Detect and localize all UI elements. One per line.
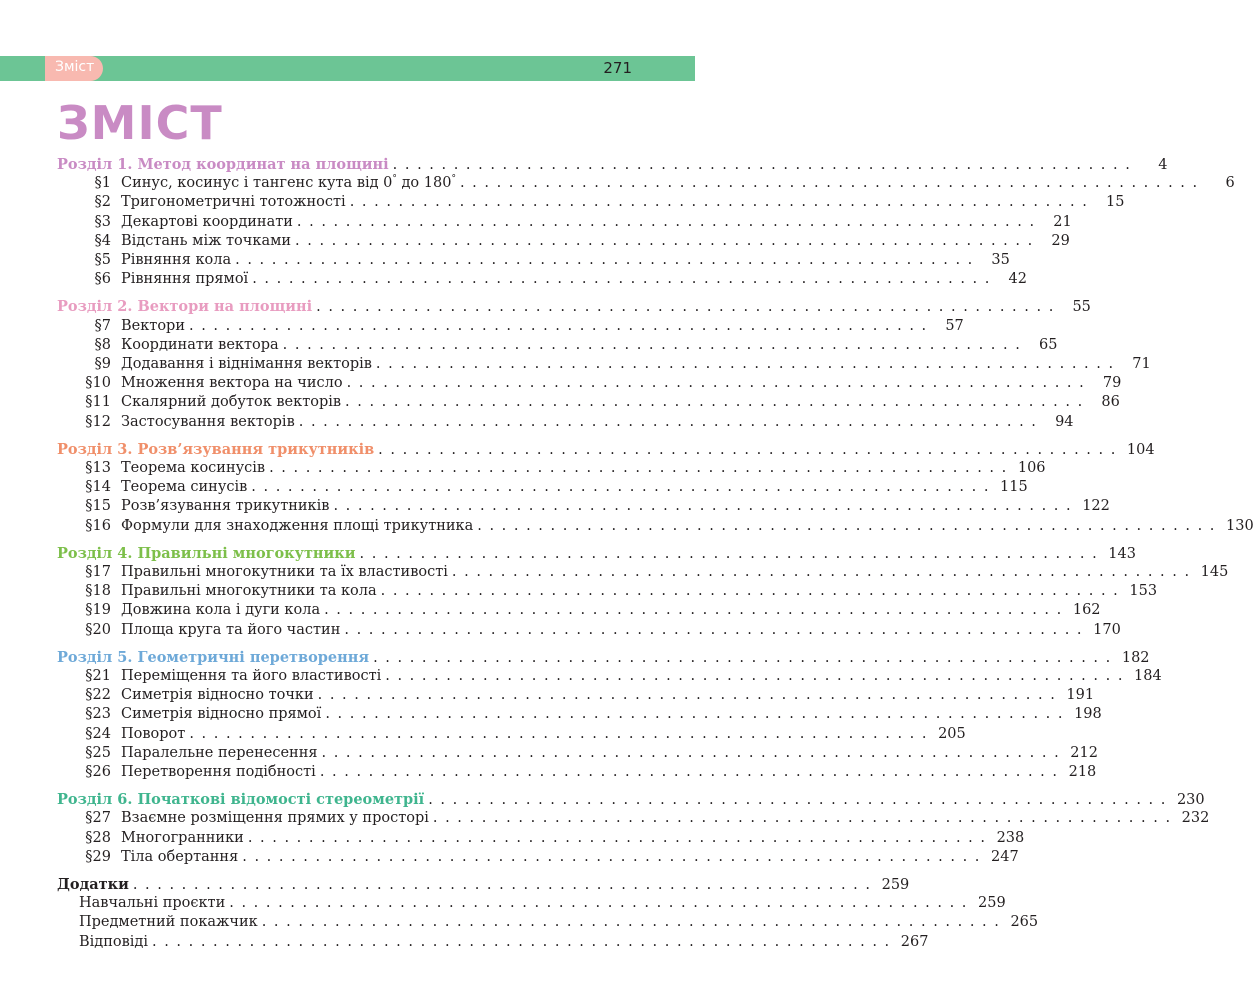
section-entry bbox=[57, 790, 1205, 809]
dot-leader: ............................................................. bbox=[477, 517, 1223, 534]
toc-entry bbox=[57, 270, 1027, 289]
dot-leader: ............................................................. bbox=[319, 764, 1065, 780]
toc-entry bbox=[57, 686, 1095, 705]
dot-leader: ............................................................. bbox=[151, 933, 897, 950]
entry-page: 115 bbox=[1000, 479, 1028, 496]
entry-number: §20 bbox=[85, 621, 111, 638]
toc-entry bbox=[57, 336, 1058, 355]
dot-leader: ............................................................. bbox=[344, 621, 1090, 638]
toc-entry bbox=[57, 563, 1229, 582]
entry-number: §29 bbox=[85, 848, 111, 865]
entry-page: 143 bbox=[1108, 545, 1136, 562]
entry-title: Предметний покажчик bbox=[79, 914, 258, 931]
entry-page: 238 bbox=[996, 829, 1025, 846]
toc-entry bbox=[57, 251, 1010, 270]
dot-leader: ............................................................. bbox=[359, 545, 1105, 562]
toc-entry bbox=[57, 725, 966, 744]
entry-title: Формули для знаходження площі трикутника bbox=[121, 517, 474, 534]
toc-entry bbox=[57, 174, 1235, 193]
entry-number: §2 bbox=[94, 194, 111, 211]
dot-leader: ............................................................. bbox=[324, 602, 1069, 619]
entry-page: 184 bbox=[1134, 668, 1162, 684]
entry-page: 122 bbox=[1082, 498, 1110, 515]
toc-entry bbox=[57, 848, 1019, 867]
dot-leader: ............................................................. bbox=[295, 232, 1040, 249]
entry-title: Синус, косинус і тангенс кута від 0° до 180° bbox=[121, 174, 456, 192]
dot-leader: ............................................................. bbox=[235, 252, 980, 268]
section-entry bbox=[57, 440, 1155, 459]
entry-page: 259 bbox=[978, 895, 1006, 912]
dot-leader: ............................................................. bbox=[189, 317, 934, 334]
dot-leader: ............................................................. bbox=[451, 564, 1197, 580]
dot-leader: ............................................................. bbox=[269, 460, 1014, 476]
entry-title: Розв’язування трикутників bbox=[121, 498, 330, 515]
section-entry bbox=[57, 544, 1136, 563]
entry-number: §28 bbox=[85, 829, 111, 846]
entry-number: §11 bbox=[85, 394, 111, 411]
toc-entry bbox=[57, 667, 1162, 686]
entry-number: §21 bbox=[85, 668, 111, 684]
section-entry bbox=[57, 648, 1150, 667]
toc-entry bbox=[57, 705, 1102, 724]
toc-entry bbox=[57, 582, 1158, 601]
toc-entry bbox=[57, 213, 1072, 232]
section-entry bbox=[57, 155, 1168, 174]
dot-leader: ............................................................. bbox=[385, 668, 1131, 684]
entry-number: §7 bbox=[94, 317, 111, 334]
entry-title: Довжина кола і дуги кола bbox=[121, 602, 321, 619]
dot-leader: ............................................................. bbox=[298, 413, 1044, 430]
toc-entry bbox=[57, 497, 1110, 516]
entry-number: §24 bbox=[85, 725, 111, 742]
entry-page: 232 bbox=[1181, 810, 1210, 827]
entry-page: 130 bbox=[1226, 517, 1254, 534]
entry-title: Теорема косинусів bbox=[121, 460, 266, 476]
entry-page: 65 bbox=[1038, 336, 1058, 353]
entry-number: §14 bbox=[85, 479, 111, 496]
entry-number: §1 bbox=[94, 175, 111, 192]
entry-page: 94 bbox=[1055, 413, 1074, 430]
entry-title: Тригонометричні тотожності bbox=[121, 194, 346, 211]
entry-page: 57 bbox=[945, 317, 964, 334]
dot-leader: ............................................................. bbox=[242, 848, 988, 865]
entry-page: 191 bbox=[1066, 687, 1095, 704]
entry-page: 170 bbox=[1093, 621, 1121, 638]
entry-page: 212 bbox=[1070, 744, 1098, 761]
entry-title: Поворот bbox=[121, 725, 186, 742]
entry-page: 205 bbox=[938, 725, 966, 742]
dot-leader: ............................................................. bbox=[325, 706, 1071, 723]
toc-entry bbox=[57, 232, 1070, 251]
toc-entry bbox=[57, 601, 1101, 620]
toc-entry bbox=[57, 894, 1006, 913]
toc-entry bbox=[57, 393, 1120, 412]
entry-page: 35 bbox=[991, 252, 1010, 268]
entry-title: Відповіді bbox=[79, 933, 148, 950]
toc-entry bbox=[57, 459, 1046, 478]
dot-leader: ............................................................. bbox=[229, 895, 975, 912]
entry-title: Переміщення та його властивості bbox=[121, 668, 382, 684]
entry-page: 29 bbox=[1051, 232, 1070, 249]
entry-number: §15 bbox=[85, 498, 111, 515]
entry-number: §22 bbox=[85, 687, 111, 704]
entry-title: Навчальні проєкти bbox=[79, 895, 226, 912]
toc-entry bbox=[57, 744, 1098, 763]
toc-entry bbox=[57, 193, 1125, 212]
dot-leader: ............................................................. bbox=[282, 336, 1028, 353]
entry-title: Рівняння прямої bbox=[121, 271, 249, 288]
entry-page: 79 bbox=[1102, 375, 1122, 392]
dot-leader: ............................................................. bbox=[349, 194, 1095, 211]
header-label: Зміст bbox=[55, 59, 95, 75]
entry-title: Вектори bbox=[121, 317, 185, 334]
entry-title: Многогранники bbox=[121, 829, 244, 846]
dot-leader: ............................................................. bbox=[428, 792, 1173, 809]
dot-leader: ............................................................. bbox=[345, 394, 1090, 411]
entry-title: Перетворення подібності bbox=[121, 764, 316, 780]
entry-title: Паралельне перенесення bbox=[121, 744, 318, 761]
entry-page: 259 bbox=[881, 877, 910, 893]
entry-title: Відстань між точками bbox=[121, 232, 292, 249]
entry-number: §25 bbox=[85, 744, 111, 761]
entry-page: 247 bbox=[991, 848, 1019, 865]
entry-title: Тіла обертання bbox=[121, 848, 239, 865]
entry-title: Розділ 6. Початкові відомості стереометрії bbox=[57, 791, 425, 809]
entry-page: 6 bbox=[1225, 175, 1235, 192]
dot-leader: ............................................................. bbox=[189, 725, 935, 742]
entry-title: Координати вектора bbox=[121, 336, 279, 353]
entry-page: 55 bbox=[1072, 299, 1091, 316]
entry-page: 86 bbox=[1101, 394, 1120, 411]
section-entry bbox=[57, 297, 1091, 316]
toc-entry bbox=[57, 355, 1151, 374]
entry-page: 153 bbox=[1129, 583, 1158, 600]
entry-number: §18 bbox=[85, 583, 111, 600]
toc-entry bbox=[57, 933, 929, 952]
entry-page: 71 bbox=[1132, 356, 1151, 372]
entry-number: §10 bbox=[85, 375, 111, 392]
entry-page: 182 bbox=[1121, 649, 1150, 666]
entry-number: §9 bbox=[94, 356, 111, 372]
entry-title: Застосування векторів bbox=[121, 413, 295, 430]
dot-leader: ............................................................. bbox=[251, 479, 997, 496]
dot-leader: ............................................................. bbox=[432, 810, 1178, 827]
dot-leader: ............................................................. bbox=[373, 649, 1118, 666]
entry-title: Симетрія відносно точки bbox=[121, 687, 314, 704]
entry-number: §12 bbox=[85, 413, 111, 430]
entry-number: §3 bbox=[94, 213, 111, 230]
page-number: 271 bbox=[603, 59, 632, 77]
entry-title: Взаємне розміщення прямих у просторі bbox=[121, 810, 429, 827]
toc-entry bbox=[57, 913, 1039, 932]
toc-entry bbox=[57, 763, 1097, 782]
entry-title: Розділ 1. Метод координат на площині bbox=[57, 156, 389, 173]
entry-title: Теорема синусів bbox=[121, 479, 248, 496]
entry-number: §17 bbox=[85, 564, 111, 580]
toc-entry bbox=[57, 809, 1210, 828]
toc-entry bbox=[57, 374, 1122, 393]
entry-page: 4 bbox=[1158, 157, 1168, 173]
dot-leader: ............................................................. bbox=[247, 829, 993, 846]
entry-number: §4 bbox=[94, 232, 111, 249]
entry-number: §19 bbox=[85, 602, 111, 619]
dot-leader: ............................................................. bbox=[380, 583, 1126, 600]
entry-number: §23 bbox=[85, 706, 111, 723]
entry-title: Рівняння кола bbox=[121, 252, 232, 268]
toc-entry bbox=[57, 517, 1254, 536]
toc-entry bbox=[57, 829, 1025, 848]
dot-leader: ............................................................. bbox=[252, 271, 997, 288]
dot-leader: ............................................................. bbox=[378, 441, 1123, 458]
entry-title: Розділ 4. Правильні многокутники bbox=[57, 544, 356, 562]
dot-leader: ............................................................. bbox=[296, 213, 1042, 230]
entry-page: 42 bbox=[1008, 271, 1027, 288]
entry-page: 145 bbox=[1200, 564, 1229, 580]
dot-leader: ............................................................. bbox=[321, 744, 1067, 761]
entry-page: 198 bbox=[1074, 706, 1102, 723]
appendix-entry bbox=[57, 875, 910, 894]
entry-title: Додатки bbox=[57, 876, 129, 893]
dot-leader: ............................................................. bbox=[261, 914, 1007, 931]
entry-title: Розділ 2. Вектори на площині bbox=[57, 298, 313, 316]
dot-leader: ............................................................. bbox=[317, 687, 1063, 704]
entry-number: §8 bbox=[94, 336, 111, 353]
toc-entry bbox=[57, 317, 964, 336]
entry-title: Розділ 5. Геометричні перетворення bbox=[57, 648, 370, 666]
toc-entry bbox=[57, 478, 1028, 497]
dot-leader: ............................................................. bbox=[316, 299, 1061, 316]
page-title: ЗМІСТ bbox=[57, 96, 223, 150]
entry-page: 162 bbox=[1072, 602, 1101, 619]
entry-page: 104 bbox=[1126, 441, 1155, 458]
dot-leader: ............................................................. bbox=[346, 375, 1092, 392]
entry-page: 15 bbox=[1106, 194, 1125, 211]
entry-title: Симетрія відносно прямої bbox=[121, 706, 322, 723]
dot-leader: ............................................................. bbox=[132, 877, 878, 893]
entry-title: Скалярний добуток векторів bbox=[121, 394, 342, 411]
dot-leader: ............................................................. bbox=[392, 157, 1138, 173]
dot-leader: ............................................................. bbox=[459, 175, 1205, 192]
entry-title: Розділ 3. Розв’язування трикутників bbox=[57, 440, 375, 458]
entry-number: §26 bbox=[85, 764, 111, 780]
entry-page: 230 bbox=[1176, 792, 1205, 809]
entry-title: Множення вектора на число bbox=[121, 375, 343, 392]
toc-entry bbox=[57, 621, 1121, 640]
entry-title: Декартові координати bbox=[121, 213, 293, 230]
entry-page: 21 bbox=[1053, 213, 1072, 230]
entry-page: 106 bbox=[1017, 460, 1046, 476]
entry-number: §16 bbox=[85, 517, 111, 534]
entry-page: 267 bbox=[900, 933, 929, 950]
entry-number: §27 bbox=[85, 810, 111, 827]
entry-page: 265 bbox=[1010, 914, 1039, 931]
entry-title: Площа круга та його частин bbox=[121, 621, 341, 638]
entry-title: Додавання і віднімання векторів bbox=[121, 356, 372, 372]
entry-page: 218 bbox=[1068, 764, 1097, 780]
entry-title: Правильні многокутники та кола bbox=[121, 583, 377, 600]
dot-leader: ............................................................. bbox=[333, 498, 1079, 515]
entry-number: §5 bbox=[94, 252, 111, 268]
entry-title: Правильні многокутники та їх властивості bbox=[121, 564, 448, 580]
entry-number: §6 bbox=[94, 271, 111, 288]
toc-entry bbox=[57, 413, 1074, 432]
dot-leader: ............................................................. bbox=[375, 356, 1121, 372]
entry-number: §13 bbox=[85, 460, 111, 476]
